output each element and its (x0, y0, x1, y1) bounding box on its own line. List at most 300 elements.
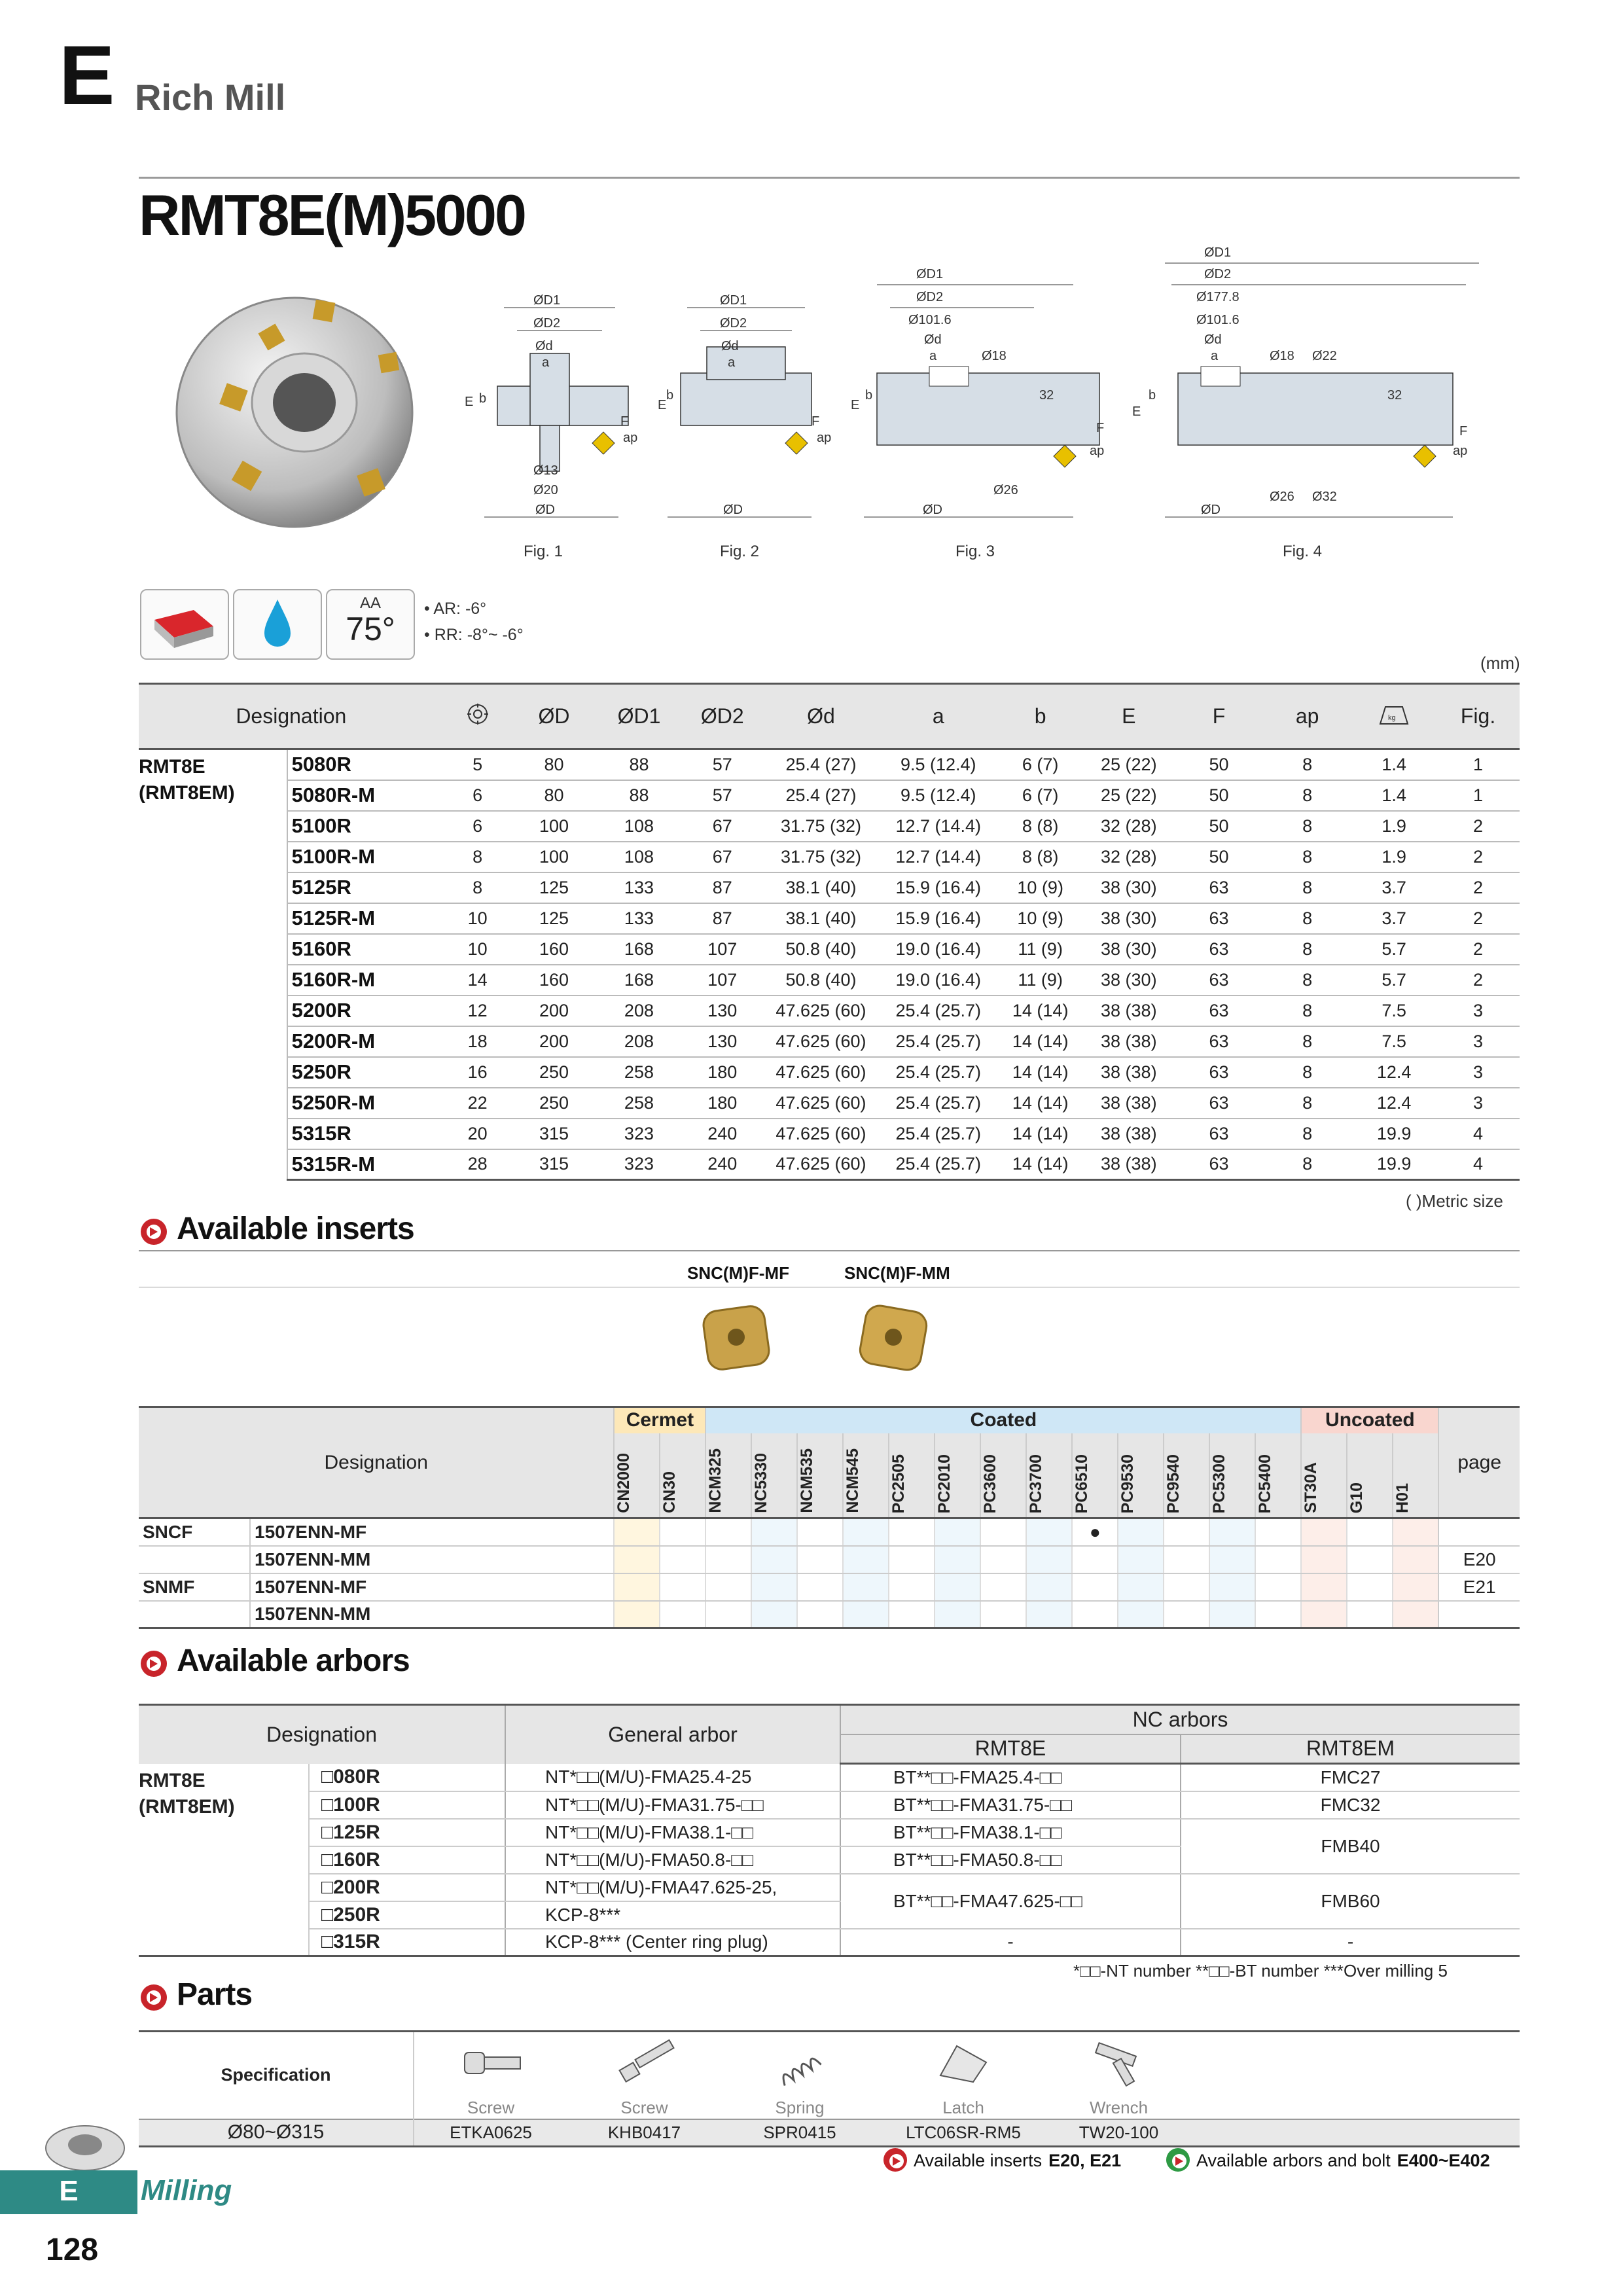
grade-label: PC2505 (889, 1454, 908, 1513)
spec-cell: 32 (28) (1083, 811, 1175, 842)
spec-cell: 47.625 (60) (763, 1057, 879, 1088)
spec-cell: 8 (1263, 996, 1351, 1026)
fig3-b: b (865, 388, 873, 403)
spec-cell: 25 (22) (1083, 749, 1175, 780)
arbor-rmt8e: BT**□□-FMA38.1-□□ (840, 1819, 1181, 1846)
grade-cell (1393, 1573, 1438, 1601)
col-ap: ap (1263, 684, 1351, 749)
arbor-col-rmt8e: RMT8E (840, 1734, 1181, 1764)
fig4-d2: ØD2 (1204, 267, 1232, 281)
arbor-general: KCP-8*** (Center ring plug) (505, 1929, 840, 1956)
spec-cell: 63 (1175, 1149, 1263, 1180)
spec-cell: 180 (681, 1088, 763, 1119)
spec-row (139, 842, 1520, 872)
grade-cell (660, 1601, 705, 1628)
spec-cell: 63 (1175, 934, 1263, 965)
spec-cell: 6 (444, 780, 512, 811)
grade-label: PC3700 (1027, 1454, 1046, 1513)
spec-cell: 4 (1436, 1149, 1520, 1180)
grade-cell (705, 1601, 751, 1628)
spec-cell: 87 (681, 872, 763, 903)
wrench-icon (1048, 2032, 1189, 2097)
spec-row (139, 749, 1520, 780)
fig2-a: a (728, 355, 736, 370)
grade-label: PC2010 (935, 1454, 954, 1513)
grade-cell (614, 1518, 660, 1546)
spec-cell: 2 (1436, 842, 1520, 872)
grade-header (751, 1433, 797, 1518)
spec-cell: 38 (30) (1083, 903, 1175, 934)
spec-cell: 47.625 (60) (763, 1088, 879, 1119)
grade-cell (614, 1546, 660, 1573)
fig2-ap: ap (817, 431, 832, 445)
fig3-d: Ød (924, 332, 942, 347)
grade-label: PC9530 (1118, 1454, 1137, 1513)
spec-cell: 1 (1436, 749, 1520, 780)
part-code: LTC06SR-RM5 (906, 2122, 1021, 2142)
fig4-d18: Ø18 (1270, 349, 1294, 363)
grade-cell (1164, 1546, 1209, 1573)
arbor-col-rmt8em: RMT8EM (1181, 1734, 1520, 1764)
col-a: a (879, 684, 998, 749)
spec-cell: 7.5 (1351, 996, 1436, 1026)
fig3-caption: Fig. 3 (955, 543, 995, 560)
part-code: KHB0417 (607, 2122, 681, 2142)
grade-cell (705, 1546, 751, 1573)
grade-cell (843, 1601, 889, 1628)
spec-cell: 50 (1175, 811, 1263, 842)
spec-cell: 1.4 (1351, 780, 1436, 811)
spring-icon (721, 2032, 878, 2097)
spec-cell: 10 (9) (998, 872, 1083, 903)
grade-header (1164, 1433, 1209, 1518)
grade-cell (1026, 1573, 1072, 1601)
grade-cell (1026, 1546, 1072, 1573)
spec-cell: 38 (30) (1083, 965, 1175, 996)
arbor-col-designation: Designation (139, 1705, 505, 1764)
spec-cell: 8 (1263, 1088, 1351, 1119)
fig1-a: a (542, 355, 550, 370)
grade-cell (1072, 1546, 1118, 1573)
spec-cell: 88 (597, 749, 682, 780)
spec-cell: 12.4 (1351, 1057, 1436, 1088)
spec-cell: 25.4 (25.7) (879, 1119, 998, 1149)
spec-cell: 25.4 (25.7) (879, 1088, 998, 1119)
spec-cell: 38 (30) (1083, 872, 1175, 903)
spec-cell: 3 (1436, 1088, 1520, 1119)
aa-label: AA (359, 594, 381, 612)
spec-cell: 12.7 (14.4) (879, 842, 998, 872)
spec-designation: 5315R-M (287, 1149, 444, 1180)
fig4-d32: Ø32 (1312, 490, 1337, 504)
col-teeth-icon (444, 684, 512, 749)
arbor-rmt8e: BT**□□-FMA50.8-□□ (840, 1846, 1181, 1874)
col-D2: ØD2 (681, 684, 763, 749)
spec-cell: 9.5 (12.4) (879, 780, 998, 811)
arbor-rmt8em: FMC32 (1181, 1791, 1520, 1819)
fig3-d2: ØD2 (916, 290, 944, 304)
grade-cell (935, 1573, 980, 1601)
spec-cell: 38 (30) (1083, 934, 1175, 965)
grade-cell (751, 1546, 797, 1573)
spec-cell: 63 (1175, 1119, 1263, 1149)
grade-cell (1026, 1601, 1072, 1628)
weight-icon (1378, 703, 1410, 725)
grade-cell (1301, 1518, 1347, 1546)
spec-row (139, 1119, 1520, 1149)
fig3-drawing (851, 267, 1104, 560)
spec-cell: 38.1 (40) (763, 872, 879, 903)
grade-header (614, 1433, 660, 1518)
spec-cell: 7.5 (1351, 1026, 1436, 1057)
arbor-row (139, 1819, 1520, 1846)
spec-designation: 5080R (287, 749, 444, 780)
fig3-a: a (929, 349, 937, 363)
fig1-D: ØD (535, 503, 555, 517)
inserts-title: Available inserts (177, 1211, 414, 1246)
fig2-d1: ØD1 (720, 293, 747, 308)
grade-cell (1255, 1518, 1301, 1546)
spec-cell: 6 (444, 811, 512, 842)
spec-cell: 130 (681, 996, 763, 1026)
grade-header (1255, 1433, 1301, 1518)
grade-group: Uncoated (1301, 1407, 1438, 1433)
grade-cell (660, 1573, 705, 1601)
spec-cell: 250 (512, 1088, 597, 1119)
spec-cell: 50.8 (40) (763, 934, 879, 965)
grade-cell (705, 1518, 751, 1546)
spec-cell: 323 (597, 1119, 682, 1149)
grade-cell (1255, 1601, 1301, 1628)
spec-cell: 1 (1436, 780, 1520, 811)
spec-row (139, 1026, 1520, 1057)
arbor-note: *□□-NT number **□□-BT number ***Over milling 5 (1073, 1961, 1448, 1981)
fig1-ap: ap (623, 431, 638, 445)
arbors-link-text[interactable]: Available arbors and bolt (1196, 2151, 1391, 2170)
grade-label: CN2000 (615, 1453, 633, 1513)
arbor-rmt8e: BT**□□-FMA31.75-□□ (840, 1791, 1181, 1819)
grade-cell (1347, 1546, 1393, 1573)
fig4-d177: Ø177.8 (1196, 290, 1240, 304)
spec-cell: 47.625 (60) (763, 996, 879, 1026)
angle-badge (326, 589, 415, 660)
fig2-D: ØD (723, 503, 743, 517)
part-code: TW20-100 (1079, 2122, 1159, 2142)
grade-cell (797, 1573, 843, 1601)
grade-cell (980, 1573, 1026, 1601)
spec-cell: 63 (1175, 872, 1263, 903)
grade-cell (1118, 1546, 1164, 1573)
grade-label: NCM325 (706, 1448, 725, 1513)
insert-group (139, 1601, 250, 1628)
arbor-general: KCP-8*** (505, 1901, 840, 1929)
spec-cell: 31.75 (32) (763, 811, 879, 842)
spec-cell: 160 (512, 965, 597, 996)
spec-designation: 5200R (287, 996, 444, 1026)
spec-cell: 67 (681, 811, 763, 842)
group-line: RMT8E (139, 1769, 205, 1791)
grade-cell (1347, 1601, 1393, 1628)
fig4-ap: ap (1453, 444, 1468, 458)
insert-row (139, 1546, 1520, 1573)
grade-label: PC6510 (1073, 1454, 1092, 1513)
spec-cell: 28 (444, 1149, 512, 1180)
spec-cell: 10 (444, 934, 512, 965)
spec-cell: 25 (22) (1083, 780, 1175, 811)
inserts-link-pages[interactable]: E20, E21 (1048, 2151, 1122, 2170)
arbors-title: Available arbors (177, 1643, 410, 1678)
spec-cell: 57 (681, 749, 763, 780)
spec-cell: 3 (1436, 1057, 1520, 1088)
arbor-rmt8em: FMB40 (1181, 1819, 1520, 1874)
spec-designation: 5100R (287, 811, 444, 842)
spec-cell: 8 (1263, 780, 1351, 811)
inserts-link[interactable] (914, 2151, 1121, 2171)
teeth-icon (466, 702, 490, 726)
grade-cell (1026, 1518, 1072, 1546)
spec-cell: 9.5 (12.4) (879, 749, 998, 780)
arbors-link-pages[interactable]: E400~E402 (1397, 2151, 1490, 2170)
fig3-e: E (851, 398, 860, 412)
spec-designation: 5125R (287, 872, 444, 903)
insert-group: SNMF (139, 1573, 250, 1601)
fig3-D: ØD (923, 503, 942, 517)
spec-designation: 5315R (287, 1119, 444, 1149)
part-name: Screw (467, 2097, 515, 2117)
arbor-col-nc: NC arbors (840, 1705, 1520, 1734)
insert-page[interactable] (1438, 1601, 1520, 1628)
spec-designation: 5160R-M (287, 965, 444, 996)
part-name: Wrench (1089, 2097, 1149, 2117)
arbor-general: NT*□□(M/U)-FMA47.625-25, (505, 1874, 840, 1901)
grade-header (1118, 1433, 1164, 1518)
spec-cell: 125 (512, 872, 597, 903)
spec-cell: 12.4 (1351, 1088, 1436, 1119)
parts-table (139, 2030, 1520, 2147)
fig4-b: b (1149, 388, 1156, 403)
spec-cell: 11 (9) (998, 965, 1083, 996)
spec-cell: 1.4 (1351, 749, 1436, 780)
part-name: Spring (775, 2097, 825, 2117)
fig4-d: Ød (1204, 332, 1222, 347)
fig1-e: E (465, 395, 474, 409)
spec-cell: 1.9 (1351, 811, 1436, 842)
arbor-code: □250R (309, 1901, 505, 1929)
grade-cell (797, 1518, 843, 1546)
spec-cell: 16 (444, 1057, 512, 1088)
fig4-drawing (1132, 245, 1479, 560)
spec-cell: 5 (444, 749, 512, 780)
grade-header (980, 1433, 1026, 1518)
spec-cell: 180 (681, 1057, 763, 1088)
grade-header (1072, 1433, 1118, 1518)
spec-cell: 3.7 (1351, 903, 1436, 934)
spec-cell: 19.9 (1351, 1149, 1436, 1180)
grade-cell (1072, 1573, 1118, 1601)
insert-group: SNCF (139, 1518, 250, 1546)
grade-label: G10 (1347, 1482, 1366, 1513)
fig2-drawing (658, 293, 831, 560)
spec-cell: 25.4 (27) (763, 749, 879, 780)
cutter-image (164, 275, 425, 537)
spec-cell: 19.0 (16.4) (879, 965, 998, 996)
spec-cell: 133 (597, 872, 682, 903)
units-note: (mm) (1480, 653, 1520, 673)
arbor-general: NT*□□(M/U)-FMA38.1-□□ (505, 1819, 840, 1846)
grade-cell (980, 1518, 1026, 1546)
grade-cell (1209, 1573, 1255, 1601)
spec-designation: 5160R (287, 934, 444, 965)
spec-cell: 6 (7) (998, 780, 1083, 811)
spec-cell: 63 (1175, 996, 1263, 1026)
arbor-col-general: General arbor (505, 1705, 840, 1764)
section-arrow-icon (141, 1651, 167, 1677)
spec-cell: 8 (1263, 1149, 1351, 1180)
arbor-rmt8e: BT**□□-FMA25.4-□□ (840, 1764, 1181, 1791)
insert-page[interactable] (1438, 1518, 1520, 1546)
fig3-ap: ap (1090, 444, 1105, 458)
grade-cell (1118, 1573, 1164, 1601)
arbor-code: □080R (309, 1764, 505, 1791)
axial-rake: • AR: -6° (424, 600, 487, 618)
screw2-icon (567, 2032, 721, 2097)
spec-cell: 25.4 (25.7) (879, 996, 998, 1026)
spec-cell: 100 (512, 811, 597, 842)
spec-cell: 14 (444, 965, 512, 996)
insert-page[interactable]: E20 (1438, 1546, 1520, 1573)
available-dot: ● (1089, 1521, 1101, 1542)
spec-cell: 19.0 (16.4) (879, 934, 998, 965)
fig4-d22: Ø22 (1312, 349, 1337, 363)
spec-cell: 12 (444, 996, 512, 1026)
arbor-rmt8em: FMB60 (1181, 1874, 1520, 1929)
grade-cell (797, 1546, 843, 1573)
spec-cell: 14 (14) (998, 1149, 1083, 1180)
fig2-e: E (658, 398, 667, 412)
spec-cell: 240 (681, 1149, 763, 1180)
spec-cell: 20 (444, 1119, 512, 1149)
spec-cell: 107 (681, 965, 763, 996)
fig1-caption: Fig. 1 (524, 543, 563, 560)
arbor-code: □160R (309, 1846, 505, 1874)
insert-row (139, 1601, 1520, 1628)
grade-label: PC9540 (1164, 1454, 1183, 1513)
spec-cell: 8 (1263, 1057, 1351, 1088)
grade-cell (797, 1601, 843, 1628)
spec-cell: 87 (681, 903, 763, 934)
spec-group (139, 749, 287, 1180)
grade-cell (751, 1518, 797, 1546)
insert-grade-table (139, 1406, 1520, 1629)
spec-cell: 57 (681, 780, 763, 811)
spec-cell: 130 (681, 1026, 763, 1057)
grade-cell (889, 1573, 935, 1601)
spec-cell: 108 (597, 842, 682, 872)
spec-row (139, 1149, 1520, 1180)
spec-cell: 38 (38) (1083, 1057, 1175, 1088)
spec-cell: 2 (1436, 934, 1520, 965)
grade-cell (935, 1518, 980, 1546)
spec-cell: 18 (444, 1026, 512, 1057)
grade-header (1347, 1433, 1393, 1518)
spec-cell: 38 (38) (1083, 1088, 1175, 1119)
spec-cell: 200 (512, 1026, 597, 1057)
col-weight-icon (1351, 684, 1436, 749)
spec-cell: 38.1 (40) (763, 903, 879, 934)
svg-text:kg: kg (1388, 713, 1396, 722)
grade-cell (1347, 1573, 1393, 1601)
spec-cell: 38 (38) (1083, 1149, 1175, 1180)
grade-cell (889, 1518, 935, 1546)
spec-cell: 2 (1436, 811, 1520, 842)
spec-cell: 11 (9) (998, 934, 1083, 965)
spec-cell: 5.7 (1351, 934, 1436, 965)
inserts-link-text[interactable]: Available inserts (914, 2151, 1043, 2170)
spec-cell: 15.9 (16.4) (879, 872, 998, 903)
section-arrow-icon (141, 1219, 167, 1245)
grade-header (1026, 1433, 1072, 1518)
spec-cell: 8 (1263, 811, 1351, 842)
spec-cell: 19.9 (1351, 1119, 1436, 1149)
section-arrow-icon (141, 1984, 167, 2011)
fig1-d2: ØD2 (533, 316, 561, 331)
spec-cell: 315 (512, 1149, 597, 1180)
fig4-a: a (1211, 349, 1219, 363)
arbor-row (139, 1874, 1520, 1901)
fig4-e: E (1132, 404, 1141, 419)
insert-label-mm: SNC(M)F-MM (844, 1263, 950, 1283)
arbor-row (139, 1791, 1520, 1819)
spec-cell: 8 (444, 872, 512, 903)
spec-cell: 10 (444, 903, 512, 934)
arbor-rmt8e: - (840, 1929, 1181, 1956)
arbor-row (139, 1929, 1520, 1956)
grade-cell (614, 1601, 660, 1628)
fig1-d13: Ø13 (533, 463, 558, 478)
spec-cell: 125 (512, 903, 597, 934)
arbor-rmt8em: - (1181, 1929, 1520, 1956)
grade-cell (1393, 1518, 1438, 1546)
grade-cell (1209, 1518, 1255, 1546)
fig1-f: F (620, 414, 629, 429)
insert-page[interactable]: E21 (1438, 1573, 1520, 1601)
spec-row (139, 780, 1520, 811)
spec-cell: 160 (512, 934, 597, 965)
spec-designation: 5100R-M (287, 842, 444, 872)
spec-cell: 108 (597, 811, 682, 842)
footer-section: Milling (141, 2174, 232, 2206)
col-D: ØD (512, 684, 597, 749)
arbors-link[interactable] (1196, 2151, 1490, 2171)
arbor-general: NT*□□(M/U)-FMA25.4-25 (505, 1764, 840, 1791)
spec-cell: 8 (1263, 1026, 1351, 1057)
arbor-rmt8e: BT**□□-FMA47.625-□□ (840, 1874, 1181, 1929)
grade-header (1301, 1433, 1347, 1518)
spec-cell: 8 (1263, 1119, 1351, 1149)
insert-code: 1507ENN-MM (250, 1546, 614, 1573)
spec-cell: 2 (1436, 965, 1520, 996)
arbor-group (139, 1764, 309, 1956)
grade-label: CN30 (660, 1471, 679, 1513)
part-code: ETKA0625 (450, 2122, 532, 2142)
grade-cell (1072, 1601, 1118, 1628)
grade-label: PC5400 (1256, 1454, 1275, 1513)
fig2-b: b (666, 388, 674, 403)
spec-row (139, 996, 1520, 1026)
fig1-d: Ød (535, 339, 553, 353)
spec-cell: 3 (1436, 1026, 1520, 1057)
fig4-d101: Ø101.6 (1196, 313, 1240, 327)
